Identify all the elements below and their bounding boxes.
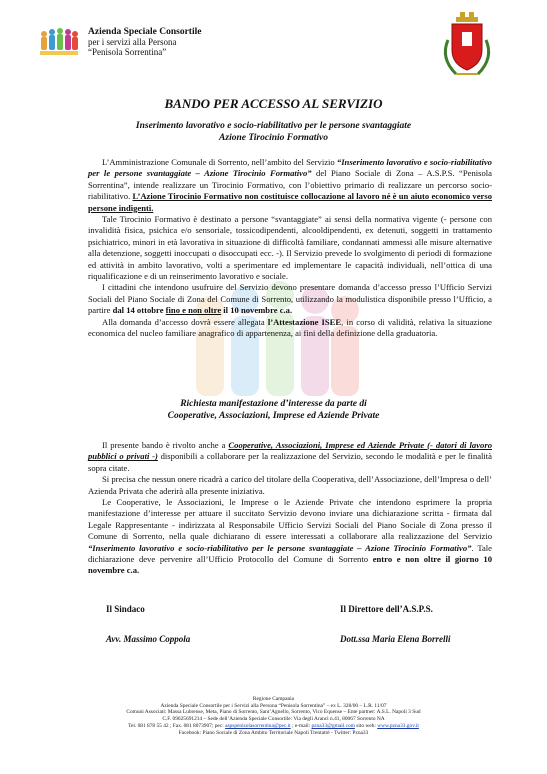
footer-municipalities: Comuni Associati: Massa Lubrense, Meta, Piano di Sorrento, Sant’Agnello, Sorrento, Vico Equense – Ente partner: A.S.L. Napoli 3 Sud	[126, 709, 421, 716]
audience-text: Il presente bando è rivolto anche a	[102, 440, 229, 450]
service-name: “Inserimento lavorativo e socio-riabilitativo per le persone svantaggiate – Azione Tirocinio Formativo”	[88, 157, 492, 179]
section-heading-2	[0, 398, 547, 422]
pec-link[interactable]: aspspenisolasorrentina@pec.it	[225, 722, 291, 729]
organization-header	[88, 27, 201, 57]
footer-phone: Tel. 081 878 55 42 ; Fax. 081 8073907; pec:	[128, 722, 226, 729]
organization-line-2: per i servizi alla Persona	[88, 37, 177, 47]
audience-text-2: disponibili a collaborare per la realizzazione del Servizio, secondo le modalità e per le finalità sopra citate.	[88, 451, 492, 473]
paragraph-isee	[88, 317, 492, 340]
interest-deadline: entro e non oltre il giorno 10 novembre c.a.	[88, 554, 492, 576]
signature-right-title: Il Direttore dell’A.S.P.S.	[340, 604, 433, 614]
disclaimer-text: L’Azione Tirocinio Formativo non costituisce collocazione al lavoro né è un aiuto economico verso persone indigenti.	[88, 191, 492, 213]
paragraph-application	[88, 282, 492, 316]
subtitle-line-2: Azione Tirocinio Formativo	[219, 132, 328, 143]
agency-logo-icon	[38, 28, 80, 58]
footer-email-label: ; e-mail:	[290, 722, 312, 729]
paragraph-no-cost: Si precisa che nessun onere ricadrà a carico del titolare della Cooperativa, dell’Associazione, dell’Impresa o dell’ Azienda Privata che aderirà alla presente iniziativa.	[88, 474, 492, 496]
paragraph-recipients: Tale Tirocinio Formativo è destinato a persone “svantaggiate” ai sensi della normativa vigente (- persone con invalidità fisica, psichica e/o sensoriale, tossicodipendenti, alcooldipendenti, ex detenuti, soggetti in trattamento psichiatrico, minori in età lavorativa in situazione di difficoltà familiare, condannati ammessi alle misure alternative alla detenzione, soggetti inoccupati o disoccupati ecc. -). Il Servizio prevede lo svolgimento di periodi di formazione ed attività in ambito lavorativo, volti a sperimentare ed implementare le capacità individuali, nell’ottica di una riqualificazione e di un reinserimento lavorativo e sociale.	[88, 214, 492, 282]
paragraph-intro	[88, 157, 492, 214]
paragraph-audience	[88, 440, 492, 474]
footer-region: Regione Campania	[252, 696, 295, 702]
body-section-2	[88, 440, 492, 577]
end-date: il 10 novembre c.a.	[223, 305, 293, 316]
footer-contacts	[60, 723, 487, 730]
interest-text: Le Cooperative, le Associazioni, le Imprese o le Aziende Private che intendono esprimere la propria manifestazione d’interesse per attuare il succitato Servizio devono inviare una dichiarazione scritta - firmata dal Legale Rappresentante - indirizzata al Responsabile Ufficio Servizi Sociali del Piano Sociale di Zona presso il Comune di Sorrento, nella quale dichiarano di essere interessati a collaborare alla realizzazione del Servizio	[88, 497, 492, 542]
website-link[interactable]: www.pzna33.gov.it	[377, 722, 419, 729]
footer-social: Facebook: Piano Sociale di Zona Ambito Territoriale Napoli Trentatré - Twitter: Pzna33	[178, 729, 369, 736]
subtitle-line-1: Inserimento lavorativo e socio-riabilitativo per le persone svantaggiate	[135, 121, 412, 131]
section-2-line-2: Cooperative, Associazioni, Imprese ed Aziende Private	[167, 411, 380, 421]
organization-line-3: “Penisola Sorrentina”	[88, 47, 167, 57]
deadline-emphasis: fino e non oltre	[165, 305, 222, 316]
footer-web-label: sito web:	[354, 722, 378, 729]
section-2-line-1: Richiesta manifestazione d’interesse da parte di	[180, 399, 367, 409]
start-date: dal 14 ottobre	[112, 305, 164, 316]
service-name-2: “Inserimento lavorativo e socio-riabilitativo per le persone svantaggiate – Azione Tirocinio Formativo”	[88, 542, 472, 553]
signature-right-name: Dott.ssa Maria Elena Borrelli	[340, 634, 451, 644]
isee-text-2: , in corso di validità, relativa la situazione economica del nucleo familiare anagrafico di appartenenza, ai fini della definizione della graduatoria.	[88, 316, 493, 339]
application-text: I cittadini che intendono usufruire del Servizio devono presentare domanda d’accesso presso l’Ufficio Servizi Sociali del Piano Sociale di Zona del Comune di Sorrento, utilizzando la modulistica disponibile presso l’Ufficio, a partire	[88, 282, 492, 316]
city-crest-icon	[438, 10, 496, 84]
isee-attestation: l’Attestazione ISEE	[267, 316, 342, 327]
paragraph-intro-text-2: del Piano Sociale di Zona – A.S.P.S. “Penisola Sorrentina”, intende realizzare un Tirocinio Formativo, con l’obiettivo primario di realizzare un percorso socio-riabilitativo.	[88, 168, 492, 202]
paragraph-intro-text: L’Amministrazione Comunale di Sorrento, nell’ambito del Servizio	[102, 157, 337, 167]
email-link[interactable]: pzna33@gmail.com	[311, 722, 355, 729]
organization-name: Azienda Speciale Consortile	[88, 27, 202, 37]
interest-text-2: . Tale dichiarazione deve pervenire all’Ufficio Protocollo del Comune di Sorrento	[88, 542, 492, 565]
footer-address: C.F. 09025691214 – Sede dell’Azienda Speciale Consortile: Via degli Aranci n.41, 80067 Sorrento NA	[162, 716, 385, 723]
signature-left-name: Avv. Massimo Coppola	[106, 634, 191, 644]
audience-entities: Cooperative, Associazioni, Imprese ed Aziende Private (- datori di lavoro pubblici o privati -)	[88, 440, 492, 462]
footer-agency: Azienda Speciale Consortile per i Servizi alla Persona “Penisola Sorrentina” – ex L. 328/00 – L.R. 11/07	[160, 702, 387, 709]
paragraph-expression-of-interest	[88, 497, 492, 577]
body-section-1	[88, 157, 492, 340]
signature-left-title: Il Sindaco	[106, 604, 145, 614]
document-subtitle	[0, 121, 547, 144]
page-footer	[60, 696, 487, 736]
isee-text: Alla domanda d’accesso dovrà essere allegata	[102, 316, 268, 327]
document-title: BANDO PER ACCESSO AL SERVIZIO	[164, 96, 383, 111]
